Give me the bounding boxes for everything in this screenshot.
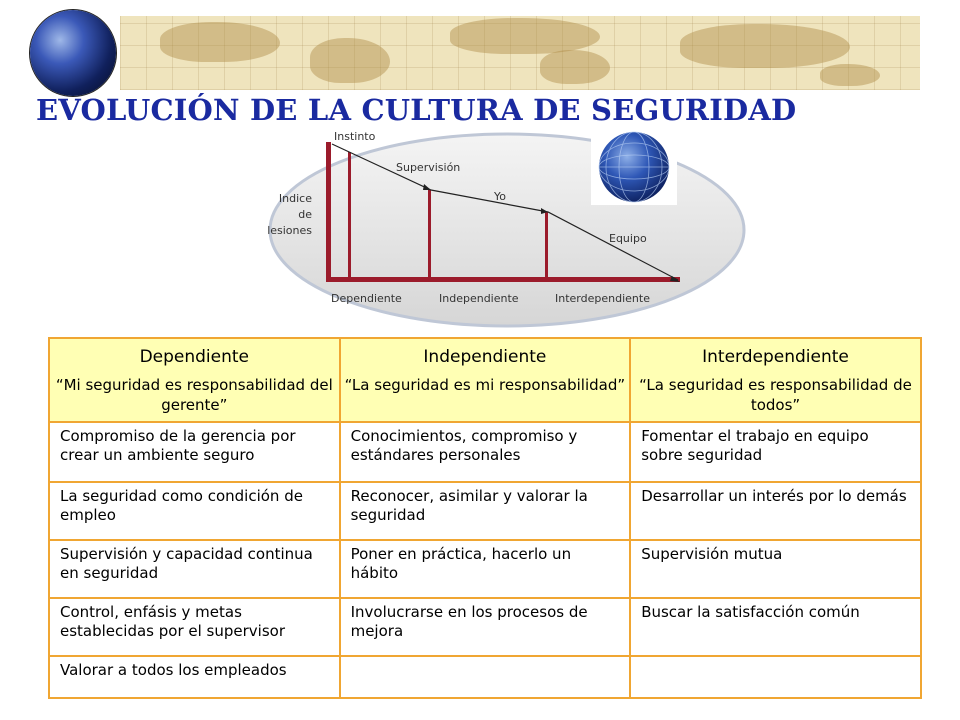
table-cell: Valorar a todos los empleados — [49, 656, 340, 698]
stage-label-instinto: Instinto — [334, 130, 376, 143]
table-cell: Buscar la satisfacción común — [630, 598, 921, 656]
table-header-row — [49, 338, 921, 422]
safety-culture-diagram — [250, 126, 760, 330]
culture-table — [48, 337, 922, 699]
table-row — [49, 656, 921, 698]
phase-label-dependiente: Dependiente — [331, 292, 402, 305]
table-cell: Supervisión mutua — [630, 540, 921, 598]
diagram-svg — [250, 126, 760, 330]
globe-icon — [30, 10, 116, 96]
table-cell: Reconocer, asimilar y valorar la seguridad — [340, 482, 631, 540]
table-row — [49, 540, 921, 598]
column-header — [49, 338, 340, 422]
table-cell — [630, 656, 921, 698]
table-cell: Poner en práctica, hacerlo un hábito — [340, 540, 631, 598]
page-title: EVOLUCIÓN DE LA CULTURA DE SEGURIDAD — [36, 93, 797, 127]
banner-world-map — [120, 16, 920, 90]
phase-label-independiente: Independiente — [439, 292, 519, 305]
table-row — [49, 422, 921, 482]
column-header — [340, 338, 631, 422]
stage-label-supervision: Supervisión — [396, 161, 461, 174]
column-header — [630, 338, 921, 422]
y-label-line-1: Indice — [278, 192, 312, 205]
column-title: Independiente — [423, 347, 547, 367]
table-cell: Desarrollar un interés por lo demás — [630, 482, 921, 540]
table-cell: Conocimientos, compromiso y estándares personales — [340, 422, 631, 482]
stage-bar-instinto — [348, 152, 351, 280]
column-title: Dependiente — [139, 347, 250, 367]
y-label-line-3: lesiones — [267, 224, 312, 237]
stage-label-equipo: Equipo — [609, 232, 647, 245]
column-quote: “La seguridad es mi responsabilidad” — [344, 376, 626, 394]
stage-label-yo: Yo — [494, 190, 506, 203]
y-label-line-2: de — [298, 208, 312, 221]
baseline-bar — [326, 277, 680, 282]
stage-bar-yo — [545, 212, 548, 280]
axis-bar — [326, 142, 331, 280]
table-cell: Compromiso de la gerencia por crear un ambiente seguro — [49, 422, 340, 482]
column-title: Interdependiente — [702, 347, 849, 367]
table-cell: Involucrarse en los procesos de mejora — [340, 598, 631, 656]
phase-label-interdependiente: Interdependiente — [555, 292, 650, 305]
table-cell: Control, enfásis y metas establecidas por el supervisor — [49, 598, 340, 656]
table-cell: Fomentar el trabajo en equipo sobre seguridad — [630, 422, 921, 482]
table-cell — [340, 656, 631, 698]
column-quote: “La seguridad es responsabilidad de todos” — [639, 376, 912, 414]
table-row — [49, 598, 921, 656]
table-cell: Supervisión y capacidad continua en seguridad — [49, 540, 340, 598]
table-row — [49, 482, 921, 540]
column-quote: “Mi seguridad es responsabilidad del gerente” — [55, 376, 333, 414]
table-cell: La seguridad como condición de empleo — [49, 482, 340, 540]
stage-bar-supervision — [428, 190, 431, 280]
